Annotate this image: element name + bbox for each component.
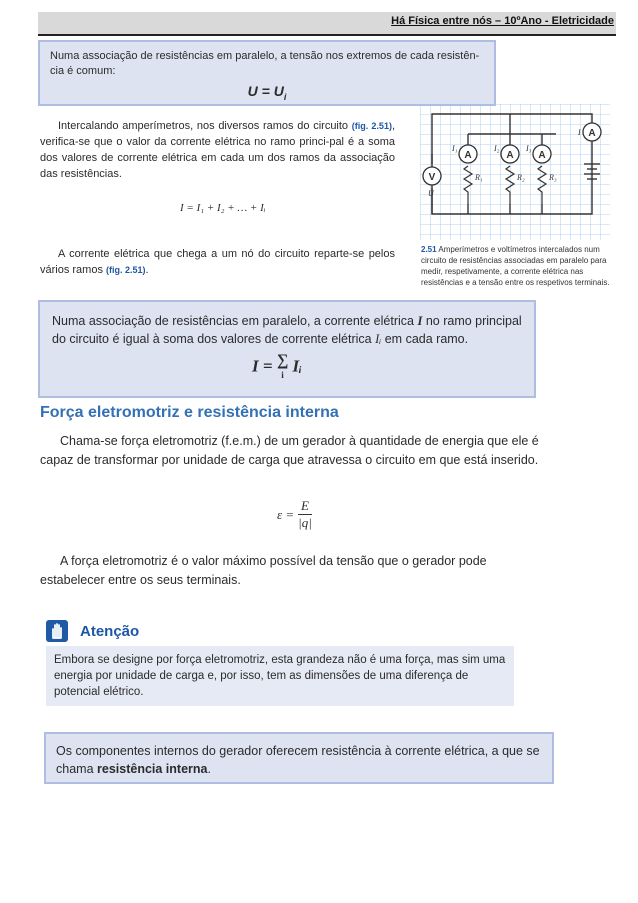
label-i2: I₂ bbox=[494, 144, 500, 153]
paragraph-ammeters bbox=[40, 118, 395, 182]
ammeter-3-icon bbox=[533, 145, 551, 163]
ammeter-main-icon bbox=[583, 123, 601, 141]
page-header bbox=[38, 12, 616, 36]
emf-numerator: E bbox=[298, 498, 312, 515]
voltmeter-icon bbox=[423, 167, 441, 185]
box-internal-resistance bbox=[44, 732, 554, 784]
header-title: Há Física entre nós – 10ºAno - Eletricidade bbox=[391, 15, 614, 27]
ammeter-main-label: A bbox=[588, 128, 596, 139]
fig-ref-1: (fig. 2.51) bbox=[351, 121, 392, 131]
box-tension-text: Numa associação de resistências em paralelo, a tensão nos extremos de cada resistên-cia é comum: bbox=[50, 50, 480, 77]
para1-before: Intercalando amperímetros, nos diversos ramos do circuito bbox=[58, 120, 349, 132]
section-heading: Força eletromotriz e resistência interna bbox=[40, 404, 339, 421]
label-i3: I₃ bbox=[526, 144, 532, 153]
box2-text-a: Numa associação de resistências em paralelo, a corrente elétrica bbox=[52, 314, 414, 328]
paragraph-emf-max: A força eletromotriz é o valor máximo possível da tensão que o gerador pode estabelecer entre os seus terminais. bbox=[40, 554, 487, 587]
label-u: U bbox=[428, 189, 434, 198]
formula-current-sum: I = I₁ + I₂ + … + Iᵢ bbox=[180, 202, 266, 214]
box-current-parallel bbox=[38, 300, 536, 398]
emf-denominator: |q| bbox=[298, 515, 312, 530]
attention-block bbox=[46, 620, 536, 706]
para1-after: , verifica-se que o valor da corrente elétrica no ramo princi-pal é a soma dos valores de corrente elétrica em cada um dos ramos da associação das resistências. bbox=[40, 120, 396, 180]
ammeter-2-icon bbox=[501, 145, 519, 163]
formula-u: U bbox=[247, 83, 258, 99]
emf-lhs: ε = bbox=[277, 506, 295, 522]
ammeter-1-icon bbox=[459, 145, 477, 163]
label-r1: R₁ bbox=[475, 173, 483, 182]
box-tension-parallel bbox=[38, 40, 496, 106]
fig-ref-2: (fig. 2.51) bbox=[106, 265, 146, 275]
box2-var-ii: Iᵢ bbox=[375, 332, 382, 346]
box3-main: Os componentes internos do gerador oferecem resistência à corrente elétrica, a que se chama bbox=[56, 744, 540, 776]
ammeter-1-label: A bbox=[464, 150, 472, 161]
formula-ui: U bbox=[273, 83, 284, 99]
box3-text bbox=[56, 742, 542, 778]
paragraph-node bbox=[40, 246, 395, 278]
ammeter-2-label: A bbox=[506, 150, 514, 161]
label-i1: I₁ bbox=[452, 144, 458, 153]
box3-bold: resistência interna bbox=[97, 762, 208, 776]
figure-caption bbox=[421, 244, 611, 288]
paragraph-emf-definition: Chama-se força eletromotriz (f.e.m.) de um gerador à quantidade de energia que ele é capaz de transformar por unidade de carga que atravessa o circuito em que está inserido. bbox=[40, 434, 539, 467]
para2-text: A corrente elétrica que chega a um nó do circuito reparte-se pelos vários ramos bbox=[40, 248, 395, 276]
box3-end: . bbox=[207, 762, 211, 776]
formula-eq: = bbox=[261, 83, 270, 99]
attention-text: Embora se designe por força eletromotriz, esta grandeza não é uma força, mas sim uma energia por unidade de carga e, por isso, tem as dimensões de uma diferença de potencial elétrico. bbox=[54, 654, 506, 698]
label-r3: R₃ bbox=[549, 173, 557, 182]
formula-current-sigma bbox=[252, 354, 302, 381]
sigma-symbol: ∑ bbox=[276, 352, 289, 369]
attention-title: Atenção bbox=[80, 622, 140, 640]
ammeter-3-label: A bbox=[538, 150, 546, 161]
formula-emf bbox=[277, 498, 312, 531]
caption-text: Amperímetros e voltímetros intercalados num circuito de resistências associadas em paralelo para medir, respetivamente, a corrente elétrica nas resistências e a tensão entre os respetivos terminais. bbox=[421, 245, 610, 287]
sigma-lhs: I = bbox=[252, 356, 273, 376]
grid-background bbox=[420, 104, 610, 240]
attention-box bbox=[46, 646, 514, 706]
box-current-text bbox=[52, 312, 522, 348]
hand-icon bbox=[46, 620, 68, 642]
circuit-figure bbox=[420, 104, 610, 240]
label-r2: R₂ bbox=[517, 173, 525, 182]
box2-var-i: I bbox=[417, 314, 423, 328]
attention-header bbox=[46, 620, 536, 642]
caption-number: 2.51 bbox=[421, 245, 437, 254]
formula-tension bbox=[50, 83, 484, 102]
sigma-rhs: Iᵢ bbox=[292, 356, 302, 376]
formula-ui-sub: i bbox=[283, 91, 287, 102]
box2-text-b: no ramo principal do circuito é igual à soma dos valores de corrente elétrica bbox=[52, 314, 522, 346]
voltmeter-label: V bbox=[428, 172, 436, 183]
label-i: I bbox=[578, 128, 581, 137]
para2-end: . bbox=[145, 264, 149, 276]
sigma-index: i bbox=[281, 370, 284, 380]
box2-text-c: em cada ramo. bbox=[384, 332, 469, 346]
